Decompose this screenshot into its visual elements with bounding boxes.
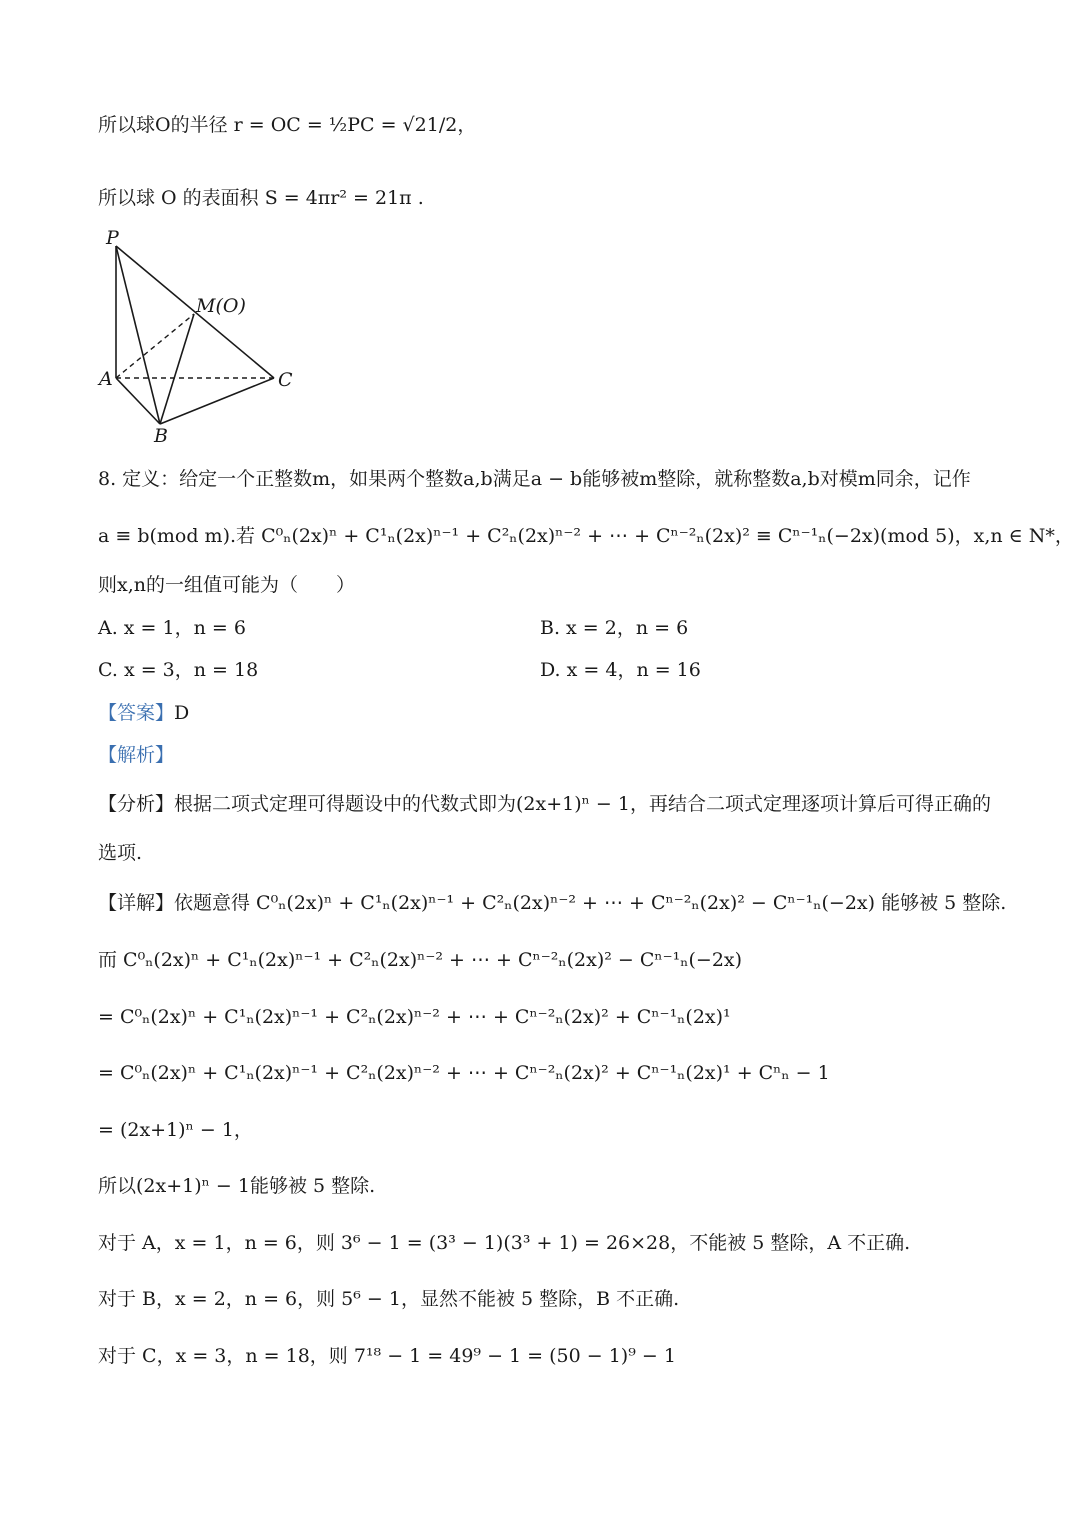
label-c: C <box>278 369 293 391</box>
check-c-line: 对于 C，x = 3，n = 18，则 7¹⁸ − 1 = 49⁹ − 1 = (50 − 1)⁹ − 1 <box>98 1345 676 1367</box>
edge-ab <box>116 378 160 424</box>
question-8-line-3: 则x,n的一组值可能为（ ） <box>98 574 355 596</box>
answer-line <box>98 698 189 728</box>
edge-am-dashed <box>116 314 194 378</box>
fenxi-label: 【分析】 <box>98 793 175 815</box>
check-a-line: 对于 A，x = 1，n = 6，则 3⁶ − 1 = (3³ − 1)(3³ + 1) = 26×28，不能被 5 整除，A 不正确. <box>98 1232 911 1254</box>
label-a: A <box>99 368 113 390</box>
xiangjie-label: 【详解】 <box>98 892 175 914</box>
jiexi-heading: 【解析】 <box>98 744 175 766</box>
option-b: B. x = 2，n = 6 <box>540 617 689 639</box>
sphere-area-line: 所以球 O 的表面积 S = 4πr² = 21π . <box>98 187 424 209</box>
option-d: D. x = 4，n = 16 <box>540 659 701 681</box>
option-c: C. x = 3，n = 18 <box>98 659 259 681</box>
label-p: P <box>106 228 119 249</box>
edge-bc <box>160 378 274 424</box>
derivation-line-2: = C⁰ₙ(2x)ⁿ + C¹ₙ(2x)ⁿ⁻¹ + C²ₙ(2x)ⁿ⁻² + ⋯ + Cⁿ⁻²ₙ(2x)² + Cⁿ⁻¹ₙ(2x)¹ <box>98 1006 731 1028</box>
detail-line <box>98 888 1006 918</box>
analysis-line-1 <box>98 789 991 819</box>
derivation-line-1: 而 C⁰ₙ(2x)ⁿ + C¹ₙ(2x)ⁿ⁻¹ + C²ₙ(2x)ⁿ⁻² + ⋯ + Cⁿ⁻²ₙ(2x)² − Cⁿ⁻¹ₙ(−2x) <box>98 949 743 971</box>
label-b: B <box>154 425 168 447</box>
answer-value: D <box>174 702 190 724</box>
answer-label: 【答案】 <box>98 702 175 724</box>
analysis-text: 根据二项式定理可得题设中的代数式即为(2x+1)ⁿ − 1，再结合二项式定理逐项计算后可得正确的 <box>174 793 991 815</box>
detail-text: 依题意得 C⁰ₙ(2x)ⁿ + C¹ₙ(2x)ⁿ⁻¹ + C²ₙ(2x)ⁿ⁻² + ⋯ + Cⁿ⁻²ₙ(2x)² − Cⁿ⁻¹ₙ(−2x) 能够被 5 整除. <box>174 892 1007 914</box>
label-m: M(O) <box>196 295 246 317</box>
analysis-line-2: 选项. <box>98 842 143 864</box>
edge-mb <box>160 314 194 424</box>
derivation-line-3: = C⁰ₙ(2x)ⁿ + C¹ₙ(2x)ⁿ⁻¹ + C²ₙ(2x)ⁿ⁻² + ⋯ + Cⁿ⁻²ₙ(2x)² + Cⁿ⁻¹ₙ(2x)¹ + Cⁿₙ − 1 <box>98 1062 830 1084</box>
check-b-line: 对于 B，x = 2，n = 6，则 5⁶ − 1，显然不能被 5 整除，B 不正确. <box>98 1288 680 1310</box>
edge-pb <box>116 246 160 424</box>
tetrahedron-diagram <box>96 228 316 448</box>
derivation-line-5: 所以(2x+1)ⁿ − 1能够被 5 整除. <box>98 1175 376 1197</box>
option-a: A. x = 1，n = 6 <box>98 617 246 639</box>
question-8-line-1: 8. 定义：给定一个正整数m，如果两个整数a,b满足a − b能够被m整除，就称整数a,b对模m同余，记作 <box>98 468 971 490</box>
derivation-line-4: = (2x+1)ⁿ − 1， <box>98 1119 253 1141</box>
question-8-line-2: a ≡ b(mod m).若 C⁰ₙ(2x)ⁿ + C¹ₙ(2x)ⁿ⁻¹ + C²ₙ(2x)ⁿ⁻² + ⋯ + Cⁿ⁻²ₙ(2x)² ≡ Cⁿ⁻¹ₙ(−2x)(mod 5)，x,n ∈ N*， <box>98 525 1074 547</box>
sphere-radius-line: 所以球O的半径 r = OC = ½PC = √21/2， <box>98 114 477 136</box>
